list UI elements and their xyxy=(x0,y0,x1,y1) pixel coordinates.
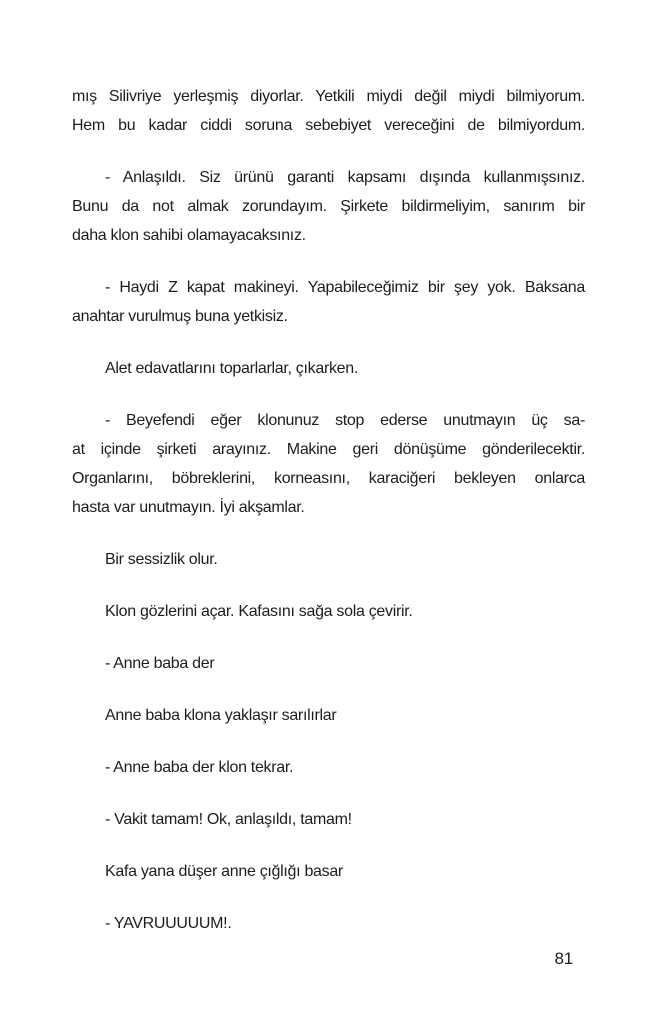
paragraph xyxy=(72,805,585,834)
text-line: - Anne baba der xyxy=(105,655,215,672)
paragraph xyxy=(72,163,585,250)
paragraph xyxy=(72,857,585,886)
paragraph xyxy=(72,354,585,383)
paragraph xyxy=(72,545,585,574)
text-line: - Haydi Z kapat makineyi. Yapabileceğimiz bir şey yok. Baksana xyxy=(105,279,585,296)
paragraph xyxy=(72,82,585,140)
paragraph xyxy=(72,649,585,678)
text-line: - YAVRUUUUUM!. xyxy=(105,915,232,932)
text-line: Kafa yana düşer anne çığlığı basar xyxy=(105,863,343,880)
text-line: at içinde şirketi arayınız. Makine geri dönüşüme gönderilecektir. xyxy=(72,441,585,458)
text-line: Anne baba klona yaklaşır sarılırlar xyxy=(105,707,337,724)
text-line: anahtar vurulmuş buna yetkisiz. xyxy=(72,308,288,325)
text-line: daha klon sahibi olamayacaksınız. xyxy=(72,227,306,244)
text-line: - Anlaşıldı. Siz ürünü garanti kapsamı dışında kullanmışsınız. xyxy=(105,169,585,186)
paragraph xyxy=(72,597,585,626)
text-line: Bunu da not almak zorundayım. Şirkete bildirmeliyim, sanırım bir xyxy=(72,198,585,215)
text-line: - Vakit tamam! Ok, anlaşıldı, tamam! xyxy=(105,811,352,828)
text-line: Klon gözlerini açar. Kafasını sağa sola çevirir. xyxy=(105,603,413,620)
text-line: Hem bu kadar ciddi soruna sebebiyet vereceğini de bilmiyordum. xyxy=(72,117,585,134)
text-line: Alet edavatlarını toparlarlar, çıkarken. xyxy=(105,360,359,377)
text-line: Organlarını, böbreklerini, korneasını, karaciğeri bekleyen onlarca xyxy=(72,470,585,487)
text-line: - Anne baba der klon tekrar. xyxy=(105,759,294,776)
page-number: 81 xyxy=(554,949,573,968)
paragraph xyxy=(72,406,585,522)
text-line: - Beyefendi eğer klonunuz stop ederse unutmayın üç sa- xyxy=(105,412,585,429)
text-block xyxy=(72,82,585,938)
text-line: Bir sessizlik olur. xyxy=(105,551,218,568)
paragraph xyxy=(72,701,585,730)
paragraph xyxy=(72,909,585,938)
text-line: hasta var unutmayın. İyi akşamlar. xyxy=(72,499,305,516)
text-line: mış Silivriye yerleşmiş diyorlar. Yetkili miydi değil miydi bilmiyorum. xyxy=(72,88,585,105)
paragraph xyxy=(72,753,585,782)
paragraph xyxy=(72,273,585,331)
